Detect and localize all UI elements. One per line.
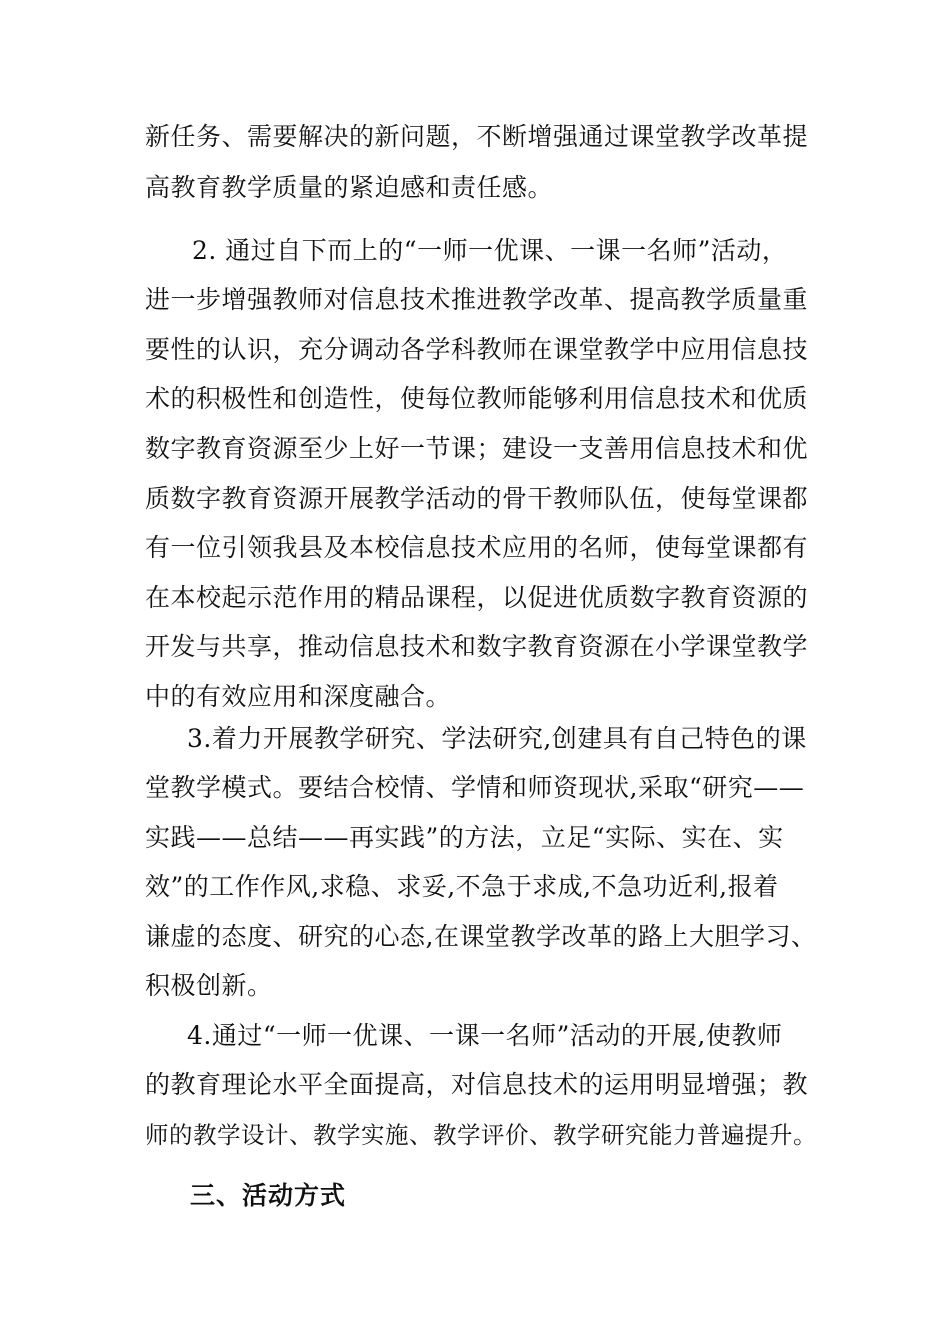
paragraph-2-line-2: 进一步增强教师对信息技术推进教学改革、提高教学质量重 (145, 285, 809, 314)
paragraph-2-line-8: 在本校起示范作用的精品课程，以促进优质数字教育资源的 (145, 583, 809, 612)
paragraph-4-line-3: 师的教学设计、教学实施、教学评价、教学研究能力普遍提升。 (145, 1121, 817, 1149)
paragraph-3-line-4: 效”的工作作风,求稳、求妥,不急于求成,不急功近利,报着 (145, 872, 779, 901)
paragraph-2-line-7: 有一位引领我县及本校信息技术应用的名师，使每堂课都有 (145, 533, 809, 562)
paragraph-4-line-1: 4.通过“一师一优课、一课一名师”活动的开展,使教师 (187, 1021, 783, 1050)
paragraph-3-line-6: 积极创新。 (145, 971, 273, 1000)
section-heading: 三、活动方式 (190, 1181, 347, 1210)
paragraph-2-line-3: 要性的认识，充分调动各学科教师在课堂教学中应用信息技 (145, 335, 809, 364)
paragraph-1-line-1: 新任务、需要解决的新问题，不断增强通过课堂教学改革提 (145, 122, 809, 151)
paragraph-4-line-2: 的教育理论水平全面提高，对信息技术的运用明显增强；教 (145, 1070, 809, 1099)
paragraph-2-line-5: 数字教育资源至少上好一节课；建设一支善用信息技术和优 (145, 434, 809, 463)
paragraph-1-line-2: 高教育教学质量的紧迫感和责任感。 (145, 173, 554, 202)
paragraph-2-line-4: 术的积极性和创造性，使每位教师能够利用信息技术和优质 (145, 384, 809, 413)
paragraph-3-line-5: 谦虚的态度、研究的心态,在课堂教学改革的路上大胆学习、 (145, 922, 817, 951)
paragraph-2-line-1: 2. 通过自下而上的“一师一优课、一课一名师”活动， (192, 236, 788, 265)
paragraph-2-line-6: 质数字教育资源开展教学活动的骨干教师队伍，使每堂课都 (145, 484, 809, 513)
paragraph-2-line-9: 开发与共享，推动信息技术和数字教育资源在小学课堂教学 (145, 632, 809, 661)
paragraph-3-line-3: 实践——总结——再实践”的方法，立足“实际、实在、实 (145, 823, 784, 852)
paragraph-2-line-10: 中的有效应用和深度融合。 (145, 682, 452, 711)
paragraph-3-line-2: 堂教学模式。要结合校情、学情和师资现状,采取“研究—— (145, 773, 805, 802)
paragraph-3-line-1: 3.着力开展教学研究、学法研究,创建具有自己特色的课 (187, 724, 807, 753)
